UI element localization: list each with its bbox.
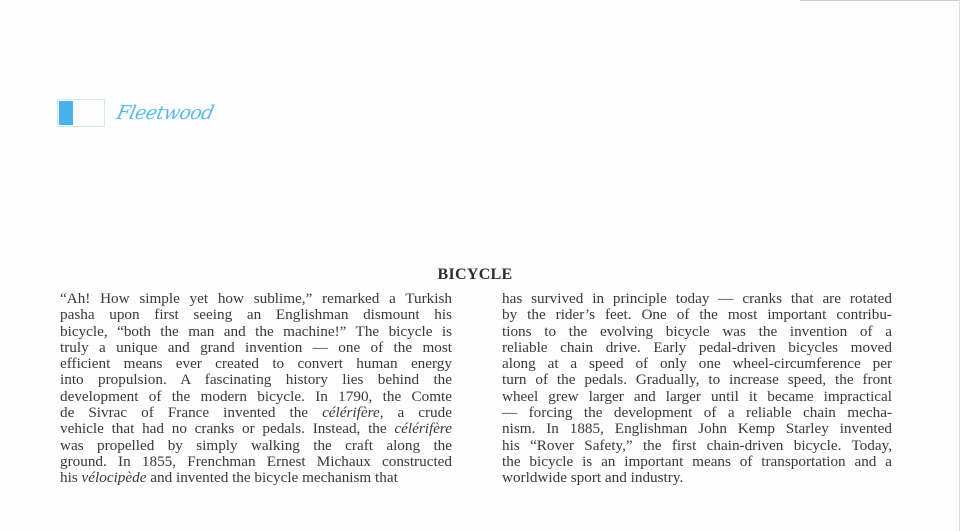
italic-term: célérifère xyxy=(394,420,452,438)
text-line xyxy=(60,340,452,356)
text-segment: “Ah! How simple yet how sublime,” remarked a Turkish xyxy=(60,290,452,307)
logo-wordmark: Fleetwood xyxy=(114,102,216,124)
text-segment: bicycle, “both the man and the machine!” The bicycle is xyxy=(60,322,452,340)
text-segment: development of the modern bicycle. In 1790, the Comte xyxy=(60,387,452,405)
text-segment: vehicle that had no cranks or pedals. Instead, the xyxy=(60,420,395,438)
text-line xyxy=(502,340,892,356)
text-line xyxy=(502,356,892,372)
text-line xyxy=(502,421,892,437)
text-line xyxy=(502,389,892,405)
text-line xyxy=(60,438,452,454)
text-line xyxy=(60,405,452,421)
text-segment: the bicycle is an important means of transportation and a xyxy=(502,452,892,470)
text-segment: truly a unique and grand invention — one of the most xyxy=(60,338,452,356)
logo-fill xyxy=(59,101,73,125)
text-line xyxy=(502,291,892,307)
text-column-right xyxy=(502,291,892,487)
text-segment: turn of the pedals. Gradually, to increase speed, the front xyxy=(502,371,892,389)
text-line xyxy=(502,470,892,486)
italic-term: vélocipède xyxy=(81,469,147,487)
text-segment: has survived in principle today — cranks that are rotated xyxy=(502,290,892,307)
fleetwood-logo xyxy=(57,99,216,127)
text-line xyxy=(60,291,452,307)
text-line xyxy=(502,372,892,388)
text-segment: pasha upon first seeing an Englishman dismount his xyxy=(60,306,452,324)
text-line xyxy=(60,372,452,388)
text-line xyxy=(60,454,452,470)
text-segment: by the rider’s feet. One of the most important contribu- xyxy=(502,306,892,324)
text-segment: tions to the evolving bicycle was the invention of a xyxy=(502,322,892,340)
text-line xyxy=(502,307,892,323)
text-segment: his xyxy=(60,469,82,487)
italic-term: célérifère xyxy=(322,404,380,422)
text-line xyxy=(60,324,452,340)
text-segment: into propulsion. A fascinating history lies behind the xyxy=(60,371,452,389)
text-line xyxy=(502,438,892,454)
text-line xyxy=(60,470,452,486)
text-line xyxy=(502,454,892,470)
text-line xyxy=(502,324,892,340)
text-line xyxy=(60,356,452,372)
text-segment: ground. In 1855, Frenchman Ernest Michaux constructed xyxy=(60,452,452,470)
page-edge-top xyxy=(800,0,960,1)
text-segment: efficient means ever created to convert human energy xyxy=(60,355,452,373)
text-segment: was propelled by simply walking the craft along the xyxy=(60,436,452,454)
text-segment: nism. In 1885, Englishman John Kemp Starley invented xyxy=(502,420,892,438)
text-segment: — forcing the development of a reliable chain mecha- xyxy=(502,404,892,422)
text-line xyxy=(60,421,452,437)
text-segment: wheel grew larger and larger until it became impractical xyxy=(502,387,892,405)
article-title: BICYCLE xyxy=(437,266,513,283)
text-segment: de Sivrac of France invented the xyxy=(60,404,323,422)
text-line xyxy=(60,389,452,405)
text-segment: and invented the bicycle mechanism that xyxy=(146,469,398,487)
text-segment: his “Rover Safety,” the first chain-driven bicycle. Today, xyxy=(502,436,892,454)
text-line xyxy=(60,307,452,323)
text-segment: reliable chain drive. Early pedal-driven bicycles moved xyxy=(502,338,892,356)
text-line xyxy=(502,405,892,421)
text-segment: , a crude xyxy=(379,404,452,422)
text-segment: worldwide sport and industry. xyxy=(502,469,684,487)
text-segment: along at a speed of only one wheel-circumference per xyxy=(502,355,892,373)
text-column-left xyxy=(60,291,452,487)
logo-box-icon xyxy=(57,99,105,127)
